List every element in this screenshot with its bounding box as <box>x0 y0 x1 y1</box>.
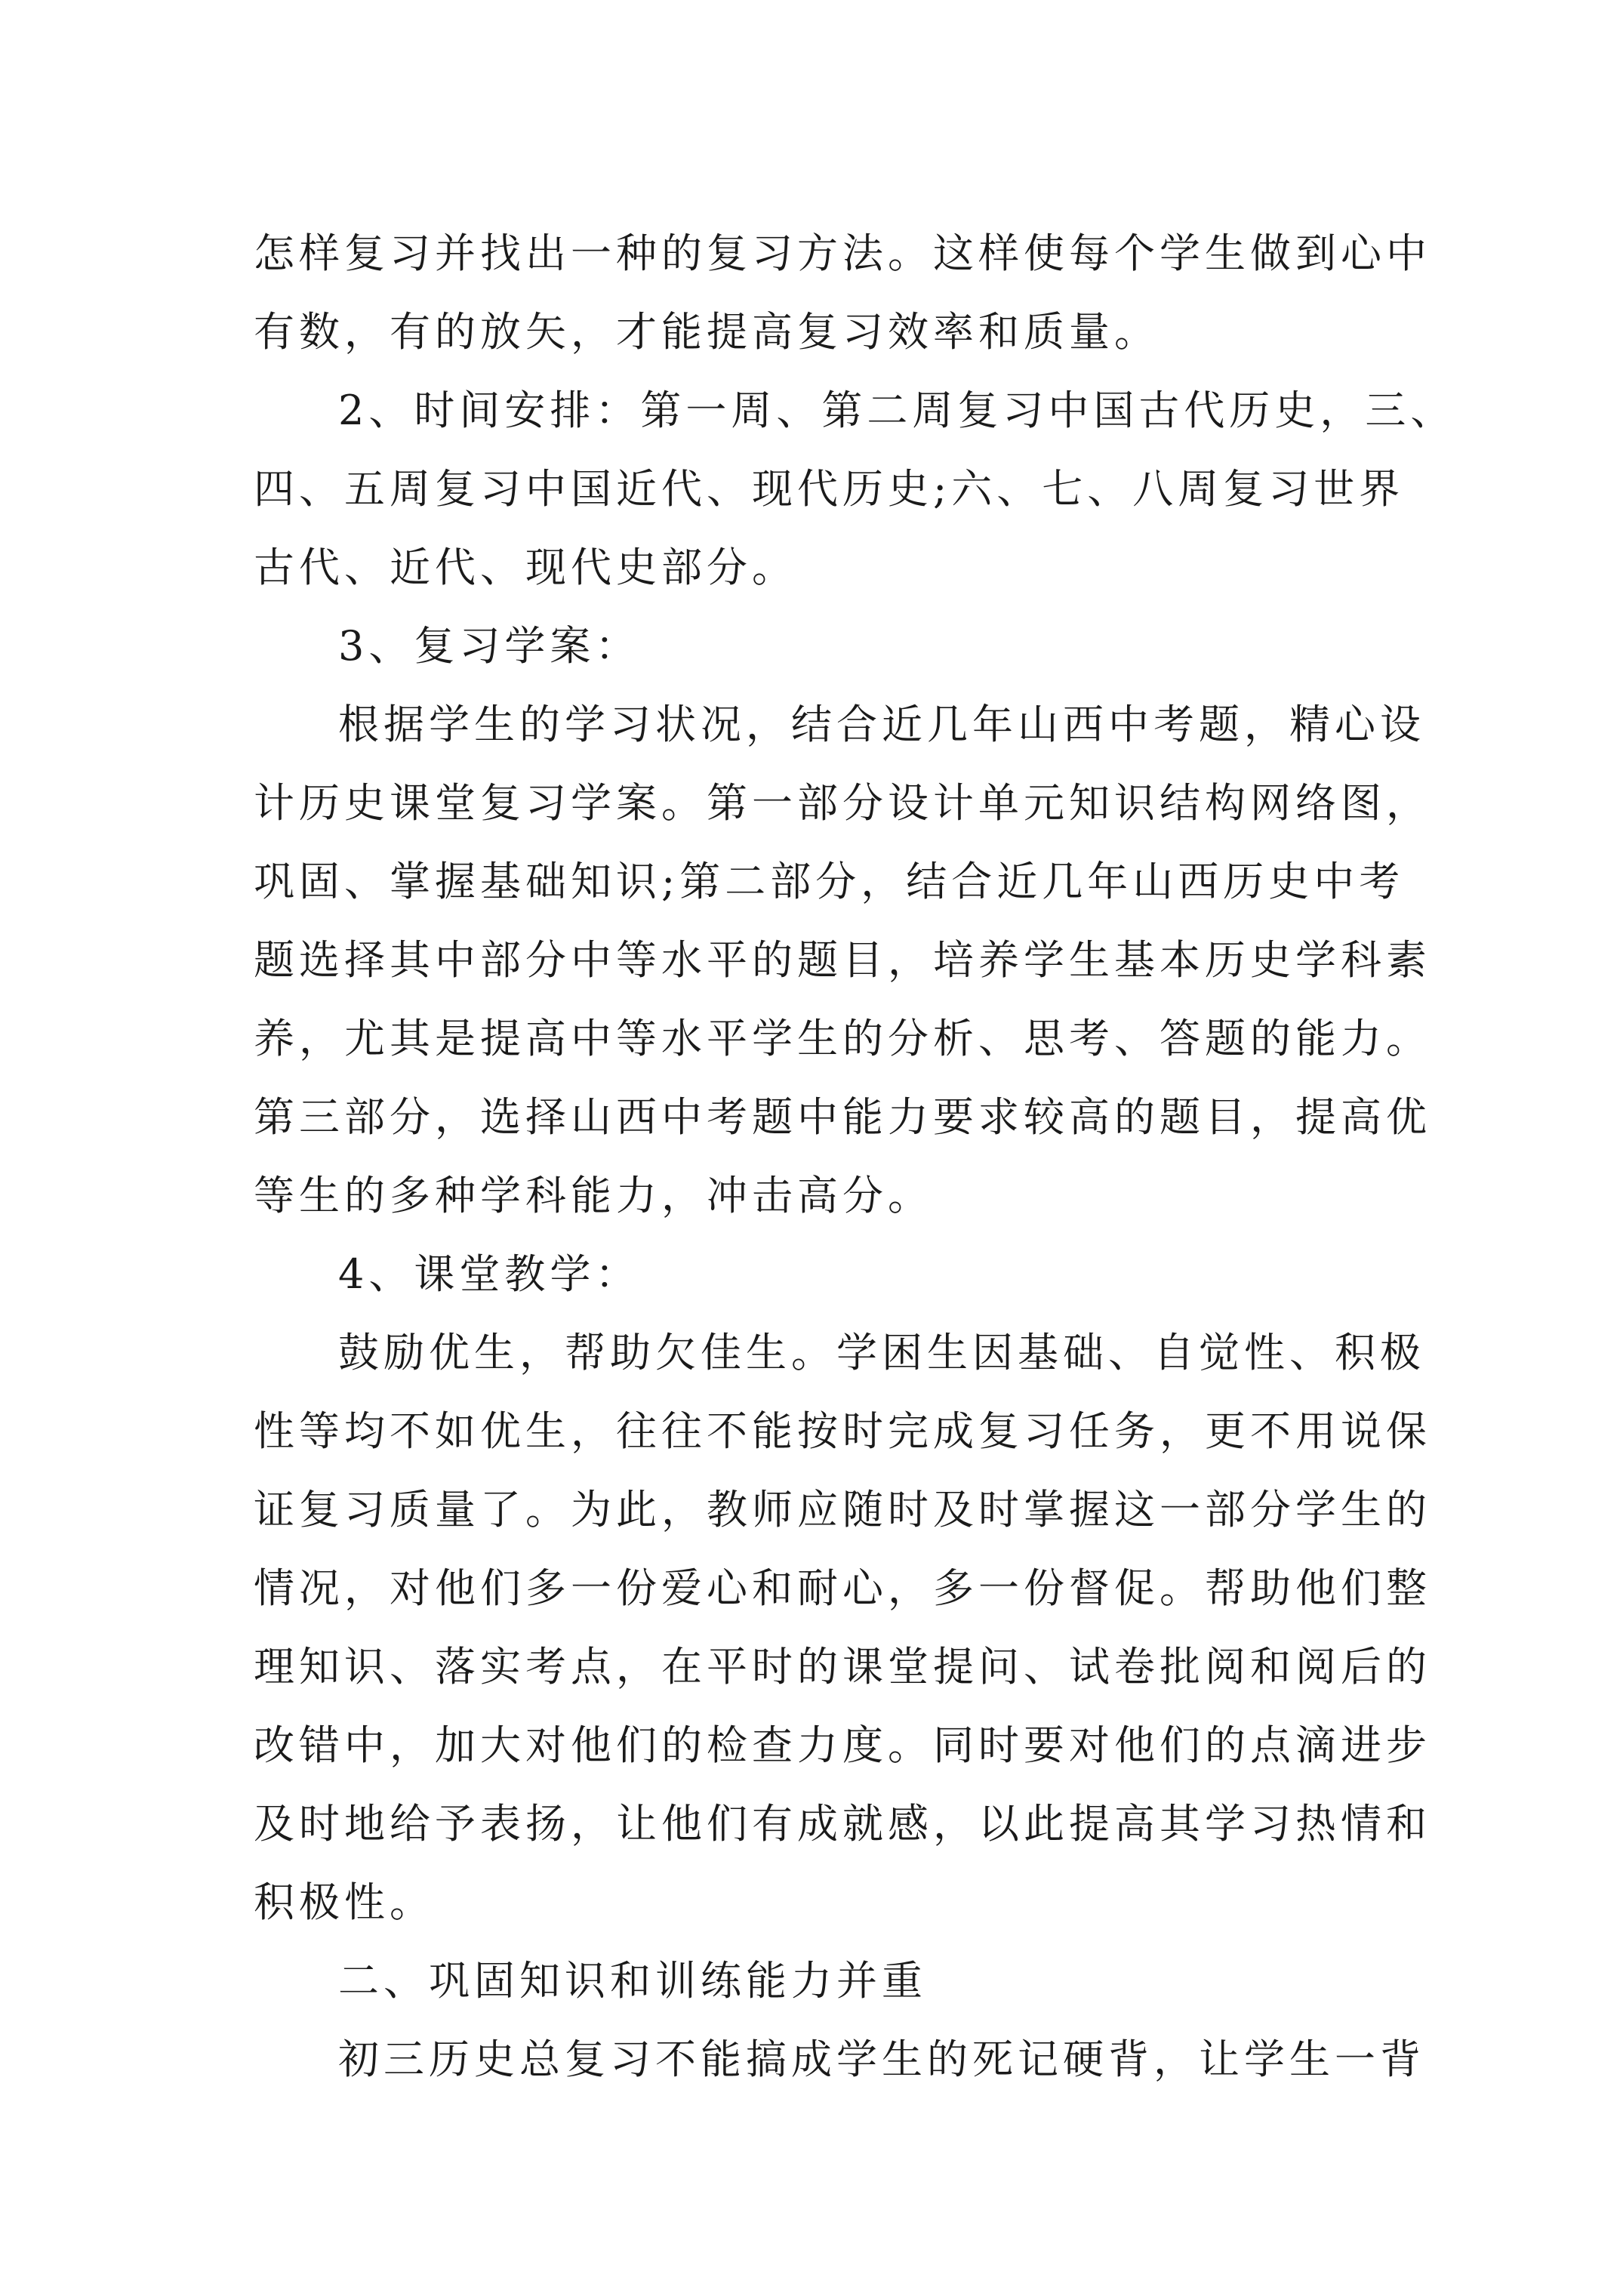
text-line: 积极性。 <box>254 1878 435 1926</box>
text-line: 古代、近代、现代史部分。 <box>254 544 797 591</box>
text-line: 题选择其中部分中等水平的题目，培养学生基本历史学科素 <box>254 936 1431 984</box>
text-line: 等生的多种学科能力，冲击高分。 <box>254 1172 933 1219</box>
text-line: 及时地给予表扬，让他们有成就感，以此提高其学习热情和 <box>254 1800 1431 1848</box>
text-line: 情况，对他们多一份爱心和耐心，多一份督促。帮助他们整 <box>254 1564 1431 1612</box>
text-line: 有数，有的放矢，才能提高复习效率和质量。 <box>254 308 1160 356</box>
text-line: 怎样复习并找出一种的复习方法。这样使每个学生做到心中 <box>254 230 1431 277</box>
text-line: 第三部分，选择山西中考题中能力要求较高的题目，提高优 <box>254 1093 1431 1141</box>
text-line: 理知识、落实考点，在平时的课堂提问、试卷批阅和阅后的 <box>254 1643 1431 1690</box>
text-line: 根据学生的学习状况，结合近几年山西中考题，精心设 <box>338 701 1425 748</box>
text-line: 证复习质量了。为此，教师应随时及时掌握这一部分学生的 <box>254 1486 1431 1533</box>
text-line: 初三历史总复习不能搞成学生的死记硬背，让学生一背 <box>338 2036 1425 2083</box>
text-line: 性等均不如优生，往往不能按时完成复习任务，更不用说保 <box>254 1407 1431 1455</box>
section-heading: 二、巩固知识和训练能力并重 <box>338 1957 927 2005</box>
section-heading: 4、课堂教学： <box>338 1250 641 1298</box>
body-text <box>254 214 1456 2099</box>
text-line: 鼓励优生，帮助欠佳生。学困生因基础、自觉性、积极 <box>338 1329 1425 1376</box>
section-heading: 3、复习学案： <box>338 622 641 670</box>
text-line: 计历史课堂复习学案。第一部分设计单元知识结构网络图， <box>254 779 1431 827</box>
text-line: 2、时间安排：第一周、第二周复习中国古代历史，三、 <box>338 387 1456 434</box>
text-line: 改错中，加大对他们的检查力度。同时要对他们的点滴进步 <box>254 1721 1431 1769</box>
text-line: 四、五周复习中国近代、现代历史;六、七、八周复习世界 <box>254 465 1405 513</box>
text-line: 养，尤其是提高中等水平学生的分析、思考、答题的能力。 <box>254 1015 1431 1062</box>
text-line: 巩固、掌握基础知识;第二部分，结合近几年山西历史中考 <box>254 858 1405 905</box>
